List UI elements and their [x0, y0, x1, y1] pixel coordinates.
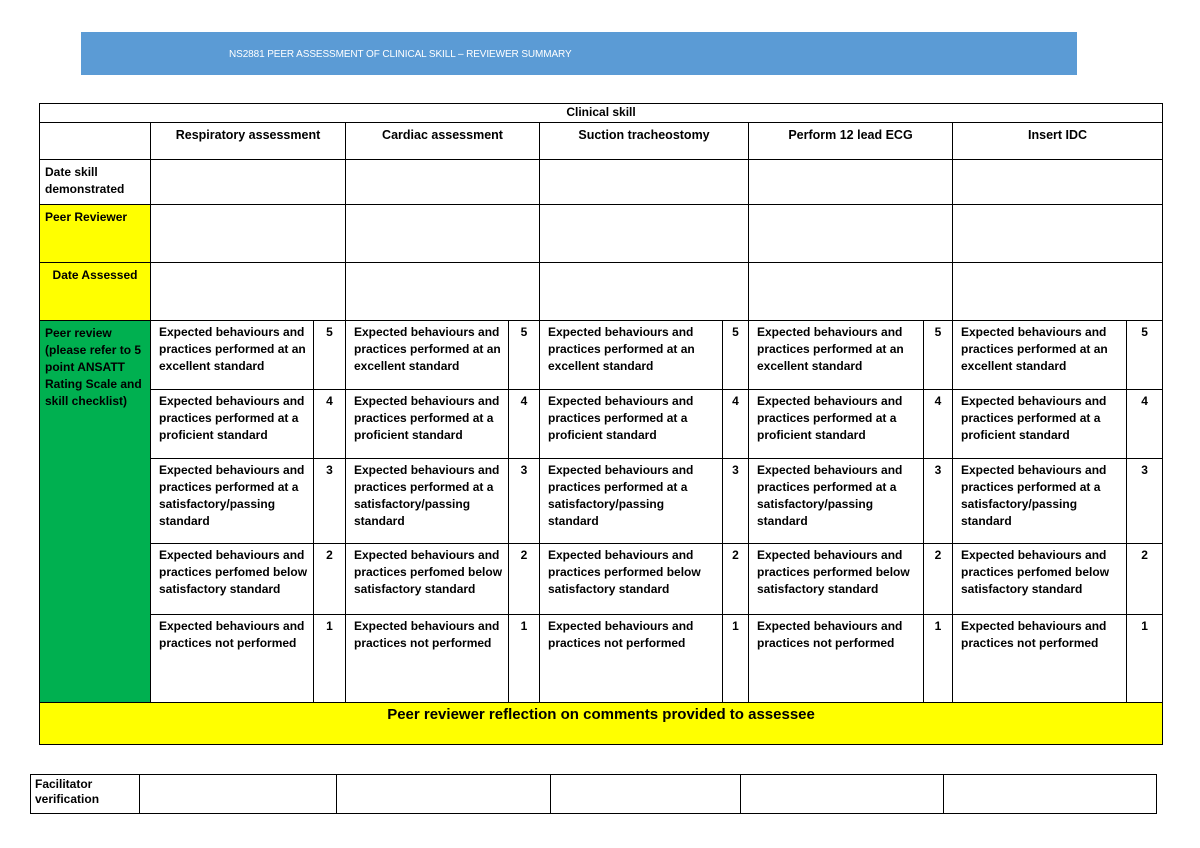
- date-demonstrated-cell[interactable]: [151, 160, 346, 205]
- date-demonstrated-cell[interactable]: [346, 160, 540, 205]
- rating-description: Expected behaviours and practices not performed: [540, 615, 723, 703]
- skill-header: Insert IDC: [953, 123, 1163, 160]
- rating-score[interactable]: 3: [924, 459, 953, 544]
- peer-reviewer-label: Peer Reviewer: [40, 205, 151, 263]
- facilitator-verification-table: [30, 774, 1157, 814]
- clinical-skill-header: Clinical skill: [40, 104, 1163, 123]
- date-assessed-cell[interactable]: [749, 263, 953, 321]
- rating-score[interactable]: 3: [314, 459, 346, 544]
- peer-reviewer-cell[interactable]: [346, 205, 540, 263]
- date-assessed-label: Date Assessed: [40, 263, 151, 321]
- super-header-row: [40, 104, 1163, 123]
- facilitator-row: [31, 775, 1157, 814]
- rating-score[interactable]: 3: [1127, 459, 1163, 544]
- rating-description: Expected behaviours and practices performed at an excellent standard: [540, 321, 723, 390]
- rating-score[interactable]: 1: [924, 615, 953, 703]
- date-demonstrated-row: [40, 160, 1163, 205]
- rating-description: Expected behaviours and practices performed at a proficient standard: [151, 390, 314, 459]
- rating-description: Expected behaviours and practices performed at a satisfactory/passing standard: [540, 459, 723, 544]
- rating-description: Expected behaviours and practices performed at a satisfactory/passing standard: [953, 459, 1127, 544]
- rating-score[interactable]: 4: [509, 390, 540, 459]
- rating-score[interactable]: 3: [509, 459, 540, 544]
- peer-reviewer-reflection[interactable]: Peer reviewer reflection on comments provided to assessee: [40, 703, 1163, 745]
- facilitator-signature-cell[interactable]: [944, 775, 1157, 814]
- date-demonstrated-cell[interactable]: [953, 160, 1163, 205]
- rating-score[interactable]: 2: [314, 544, 346, 615]
- skill-header: Cardiac assessment: [346, 123, 540, 160]
- peer-reviewer-row: [40, 205, 1163, 263]
- facilitator-signature-cell[interactable]: [741, 775, 944, 814]
- date-assessed-cell[interactable]: [953, 263, 1163, 321]
- rating-score[interactable]: 4: [924, 390, 953, 459]
- rating-description: Expected behaviours and practices performed at a proficient standard: [346, 390, 509, 459]
- rating-description: Expected behaviours and practices perfomed below satisfactory standard: [953, 544, 1127, 615]
- rating-description: Expected behaviours and practices performed at an excellent standard: [749, 321, 924, 390]
- rating-description: Expected behaviours and practices performed at a satisfactory/passing standard: [346, 459, 509, 544]
- peer-reviewer-cell[interactable]: [953, 205, 1163, 263]
- rating-description: Expected behaviours and practices not performed: [953, 615, 1127, 703]
- rating-description: Expected behaviours and practices performed at an excellent standard: [953, 321, 1127, 390]
- rating-description: Expected behaviours and practices performed below satisfactory standard: [540, 544, 723, 615]
- rating-row-3: [40, 459, 1163, 544]
- rating-description: Expected behaviours and practices not performed: [151, 615, 314, 703]
- skill-header: Suction tracheostomy: [540, 123, 749, 160]
- date-demonstrated-label: Date skill demonstrated: [40, 160, 151, 205]
- rating-score[interactable]: 2: [509, 544, 540, 615]
- date-assessed-cell[interactable]: [540, 263, 749, 321]
- page-header-banner: [81, 32, 1077, 75]
- date-assessed-row: [40, 263, 1163, 321]
- rating-score[interactable]: 4: [314, 390, 346, 459]
- rating-description: Expected behaviours and practices not performed: [346, 615, 509, 703]
- corner-cell: [40, 123, 151, 160]
- rating-row-5: [40, 321, 1163, 390]
- facilitator-signature-cell[interactable]: [551, 775, 741, 814]
- rating-score[interactable]: 5: [924, 321, 953, 390]
- peer-reviewer-cell[interactable]: [151, 205, 346, 263]
- rating-description: Expected behaviours and practices performed at a satisfactory/passing standard: [151, 459, 314, 544]
- rating-score[interactable]: 1: [723, 615, 749, 703]
- rating-score[interactable]: 2: [723, 544, 749, 615]
- skill-header-row: [40, 123, 1163, 160]
- facilitator-signature-cell[interactable]: [140, 775, 337, 814]
- peer-reviewer-cell[interactable]: [749, 205, 953, 263]
- rating-description: Expected behaviours and practices not performed: [749, 615, 924, 703]
- reflection-row: [40, 703, 1163, 745]
- rating-score[interactable]: 5: [314, 321, 346, 390]
- date-demonstrated-cell[interactable]: [749, 160, 953, 205]
- rating-score[interactable]: 3: [723, 459, 749, 544]
- rating-score[interactable]: 5: [723, 321, 749, 390]
- rating-score[interactable]: 5: [509, 321, 540, 390]
- rating-score[interactable]: 4: [1127, 390, 1163, 459]
- peer-review-label: Peer review (please refer to 5 point ANSATT Rating Scale and skill checklist): [40, 321, 151, 703]
- page-title: NS2881 PEER ASSESSMENT OF CLINICAL SKILL – REVIEWER SUMMARY: [229, 49, 572, 60]
- rating-description: Expected behaviours and practices performed at a satisfactory/passing standard: [749, 459, 924, 544]
- date-assessed-cell[interactable]: [151, 263, 346, 321]
- reviewer-summary-table: [39, 103, 1163, 745]
- date-demonstrated-cell[interactable]: [540, 160, 749, 205]
- peer-reviewer-cell[interactable]: [540, 205, 749, 263]
- rating-description: Expected behaviours and practices performed at a proficient standard: [540, 390, 723, 459]
- rating-score[interactable]: 1: [314, 615, 346, 703]
- rating-row-4: [40, 390, 1163, 459]
- skill-header: Respiratory assessment: [151, 123, 346, 160]
- rating-score[interactable]: 1: [509, 615, 540, 703]
- rating-description: Expected behaviours and practices performed at a proficient standard: [749, 390, 924, 459]
- rating-score[interactable]: 5: [1127, 321, 1163, 390]
- rating-description: Expected behaviours and practices perfomed below satisfactory standard: [151, 544, 314, 615]
- rating-description: Expected behaviours and practices performed at a proficient standard: [953, 390, 1127, 459]
- rating-score[interactable]: 1: [1127, 615, 1163, 703]
- rating-score[interactable]: 4: [723, 390, 749, 459]
- facilitator-signature-cell[interactable]: [337, 775, 551, 814]
- rating-score[interactable]: 2: [924, 544, 953, 615]
- rating-description: Expected behaviours and practices performed at an excellent standard: [151, 321, 314, 390]
- facilitator-verification-label: Facilitator verification: [31, 775, 140, 814]
- rating-score[interactable]: 2: [1127, 544, 1163, 615]
- date-assessed-cell[interactable]: [346, 263, 540, 321]
- rating-description: Expected behaviours and practices performed at an excellent standard: [346, 321, 509, 390]
- rating-row-2: [40, 544, 1163, 615]
- skill-header: Perform 12 lead ECG: [749, 123, 953, 160]
- rating-description: Expected behaviours and practices perfomed below satisfactory standard: [346, 544, 509, 615]
- rating-description: Expected behaviours and practices performed below satisfactory standard: [749, 544, 924, 615]
- rating-row-1: [40, 615, 1163, 703]
